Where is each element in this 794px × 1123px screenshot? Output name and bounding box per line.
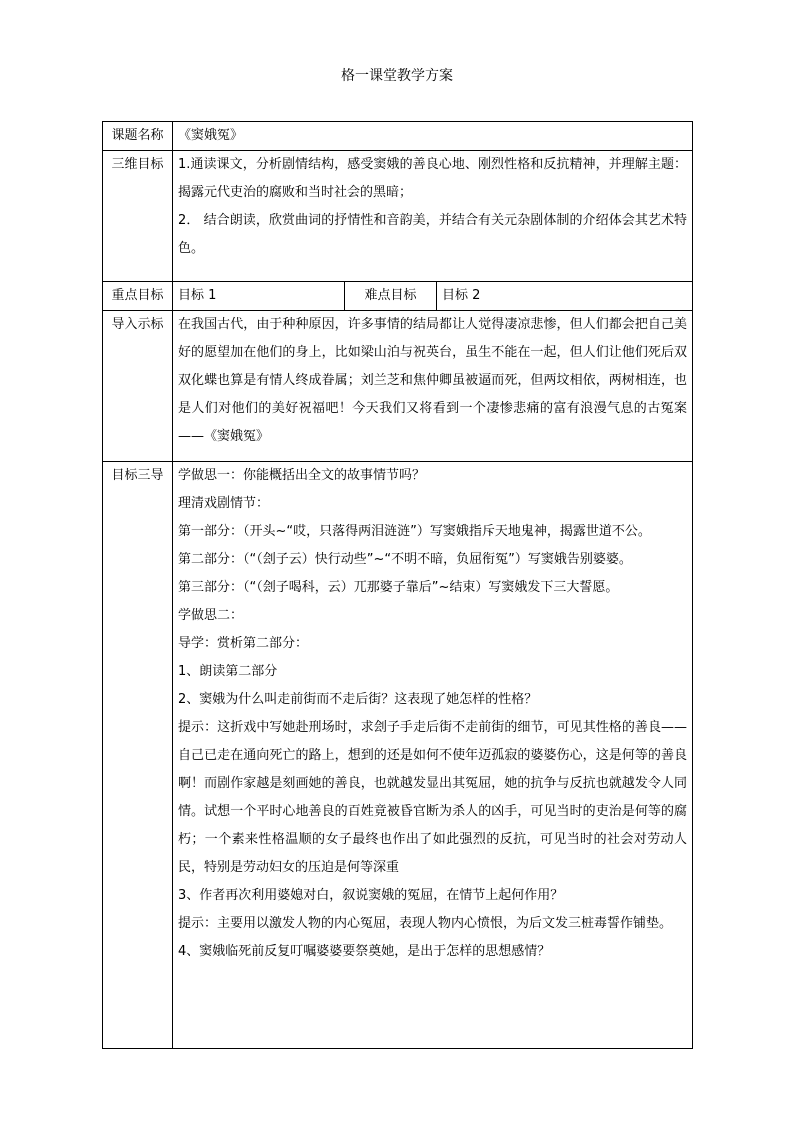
step-line-11: 3、作者再次利用婆媳对白，叙说窦娥的冤屈，在情节上起何作用？ — [178, 888, 564, 903]
step-line-3: 第一部分：（开头~“哎，只落得两泪涟涟”）写窦娥指斥天地鬼神，揭露世道不公。 — [178, 524, 651, 539]
hard-goal-label: 难点目标 — [345, 282, 437, 311]
hard-goal-value: 目标 2 — [437, 282, 693, 311]
intro-text: 在我国古代，由于种种原因，许多事情的结局都让人觉得凄凉悲惨，但人们都会把自己美好的愿望加在他们的身上，比如梁山泊与祝英台，虽生不能在一起，但人们让他们死后双双化蝶也算是有情人终成眷属；刘兰芝和焦仲卿虽被逼而死，但两坟相依，两树相连，也是人们对他们的美好祝福吧！今天我们又将看到一个凄惨悲痛的富有浪漫气息的古冤案——《窦娥冤》 — [178, 317, 688, 444]
row-topic — [103, 122, 693, 151]
intro-label: 导入示标 — [103, 311, 173, 462]
three-steps-content — [173, 462, 693, 1049]
row-three-steps — [103, 462, 693, 1049]
page-title: 格一课堂教学方案 — [341, 68, 453, 84]
step-line-12: 提示：主要用以激发人物的内心冤屈，表现人物内心愤恨，为后文发三桩毒誓作铺垫。 — [178, 916, 673, 931]
step-line-5: 第三部分：（“（刽子喝科，云）兀那婆子靠后”~结束）写窦娥发下三大誓愿。 — [178, 580, 619, 595]
step-line-10: 提示：这折戏中写她赴刑场时，求刽子手走后街不走前街的细节，可见其性格的善良——自己已走在通向死亡的路上，想到的还是如何不使年迈孤寂的婆婆伤心，这是何等的善良啊！而剧作家越是刻画她的善良，也就越发显出其冤屈，她的抗争与反抗也就越发令人同情。试想一个平时心地善良的百姓竟被昏官断为杀人的凶手，可见当时的吏治是何等的腐朽；一个素来性格温顺的女子最终也作出了如此强烈的反抗，可见当时的社会对劳动人民，特别是劳动妇女的压迫是何等深重 — [178, 720, 688, 875]
step-line-7: 导学：赏析第二部分： — [178, 636, 309, 651]
step-line-4: 第二部分：（“（刽子云）快行动些”~“不明不暗，负屈衔冤”）写窦娥告别婆婆。 — [178, 552, 632, 567]
step-line-1: 学做思一：你能概括出全文的故事情节吗？ — [178, 468, 426, 483]
step-line-13: 4、窦娥临死前反复叮嘱婆婆要祭奠她，是出于怎样的思想感情？ — [178, 944, 551, 959]
step-line-8: 1、朗读第二部分 — [178, 664, 278, 679]
row-key-hard-goals — [103, 282, 693, 311]
three-goals-content — [173, 151, 693, 282]
topic-value: 《窦娥冤》 — [173, 122, 693, 151]
goal-line-2: 2． 结合朗读，欣赏曲词的抒情性和音韵美，并结合有关元杂剧体制的介绍体会其艺术特色。 — [178, 213, 688, 256]
goal-line-1: 1.通读课文，分析剧情结构，感受窦娥的善良心地、刚烈性格和反抗精神，并理解主题：揭露元代吏治的腐败和当时社会的黑暗； — [178, 157, 688, 200]
step-line-9: 2、窦娥为什么叫走前街而不走后街？这表现了她怎样的性格？ — [178, 692, 538, 707]
lesson-plan-table — [102, 121, 693, 1049]
three-steps-label: 目标三导 — [103, 462, 173, 1049]
step-line-6: 学做思二： — [178, 608, 244, 623]
topic-label: 课题名称 — [103, 122, 173, 151]
row-intro — [103, 311, 693, 462]
step-line-2: 理清戏剧情节： — [178, 496, 270, 511]
intro-content — [173, 311, 693, 462]
row-three-goals — [103, 151, 693, 282]
three-goals-label: 三维目标 — [103, 151, 173, 282]
key-goal-label: 重点目标 — [103, 282, 173, 311]
key-goal-value: 目标 1 — [173, 282, 345, 311]
